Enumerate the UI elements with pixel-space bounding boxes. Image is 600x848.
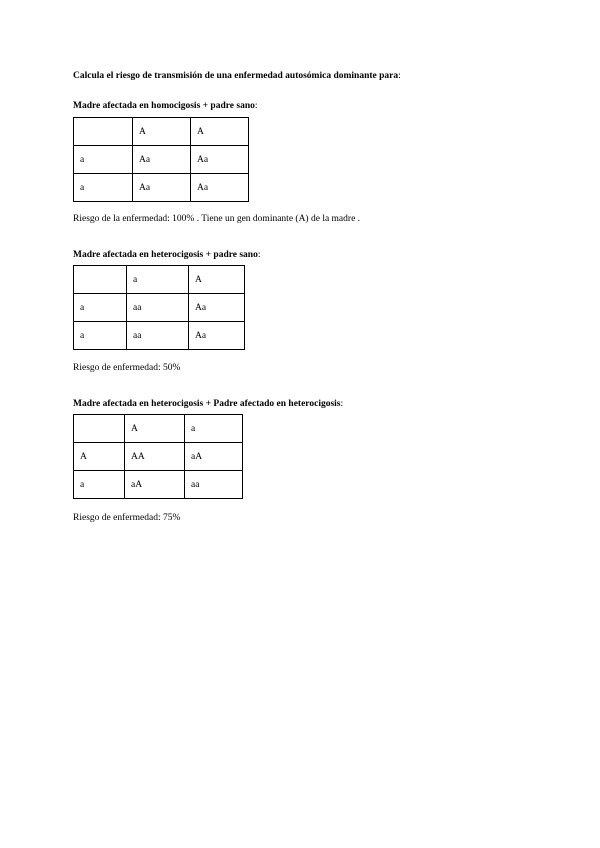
table-row [74,471,243,499]
table-cell: Aa [189,294,245,322]
section-2-title [73,250,260,260]
punnett-table-2 [73,265,245,350]
section-2-result: Riesgo de enfermedad: 50% [73,363,181,373]
intro-bold: Calcula el riesgo de transmisión de una enfermedad autosómica dominante para [73,71,399,81]
table-cell: Aa [191,146,249,174]
table-row [74,266,245,294]
section-3-title-tail: : [340,399,344,409]
table-cell: aa [185,471,243,499]
section-3-title-bold: Madre afectada en heterocigosis + Padre afectado en heterocigosis [73,399,341,409]
punnett-table-3 [73,414,243,499]
table-cell: A [191,118,249,146]
section-1-result: Riesgo de la enfermedad: 100% . Tiene un gen dominante (A) de la madre . [73,214,361,224]
table-cell: a [74,322,127,350]
table-cell: aa [127,294,189,322]
table-cell [74,266,127,294]
table-cell: A [125,415,185,443]
table-cell: Aa [191,174,249,202]
table-cell [74,415,125,443]
table-cell: a [185,415,243,443]
table-cell: a [127,266,189,294]
table-cell: A [189,266,245,294]
table-row [74,443,243,471]
section-3-title [73,399,343,409]
section-1-title-bold: Madre afectada en homocigosis + padre sano [73,101,255,111]
table-cell: A [133,118,191,146]
table-row [74,415,243,443]
section-2-title-tail: : [257,250,261,260]
section-1-title [73,101,258,111]
table-cell: Aa [133,146,191,174]
table-cell: AA [125,443,185,471]
table-cell: Aa [133,174,191,202]
table-cell: aA [125,471,185,499]
table-cell: Aa [189,322,245,350]
table-row [74,294,245,322]
table-row [74,174,249,202]
table-cell: a [74,294,127,322]
table-row [74,118,249,146]
table-cell: a [74,471,125,499]
table-cell: a [74,146,133,174]
section-3-result: Riesgo de enfermedad: 75% [73,513,181,523]
section-1-title-tail: : [254,101,258,111]
table-cell: aA [185,443,243,471]
table-row [74,322,245,350]
table-cell [74,118,133,146]
punnett-table-1 [73,117,249,202]
intro-question [73,71,401,81]
section-2-title-bold: Madre afectada en heterocigosis + padre sano [73,250,258,260]
table-cell: aa [127,322,189,350]
intro-tail: : [398,71,401,81]
table-cell: A [74,443,125,471]
table-row [74,146,249,174]
table-cell: a [74,174,133,202]
